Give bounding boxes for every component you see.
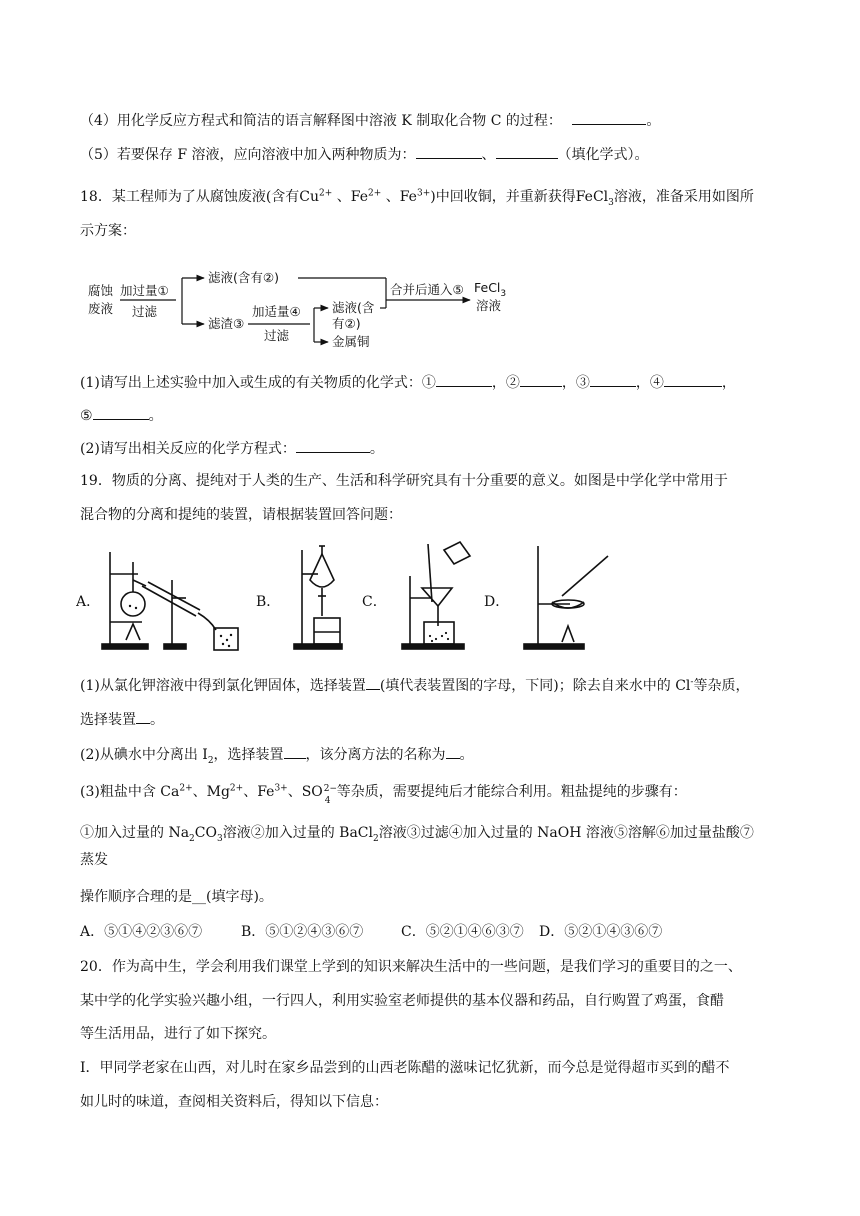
flow-product-fecl: FeCl <box>474 280 501 295</box>
ion-charge: 3+ <box>416 188 431 199</box>
q19-steps-text: ①加入过量的 Na <box>80 825 190 841</box>
q18-part1-text: ⑤ <box>80 408 93 424</box>
q19-part3-text: 等杂质，需要提纯后才能综合利用。粗盐提纯的步骤有： <box>336 784 687 800</box>
q19-steps-text: 溶液③过滤④加入过量的 NaOH 溶液⑤溶解⑥加过量盐酸⑦ <box>378 825 754 841</box>
q17-part5-sep: 、 <box>481 147 496 163</box>
subscript: 2 <box>189 833 195 844</box>
q18-part1-text: (1)请写出上述实验中加入或生成的有关物质的化学式：① <box>80 375 436 391</box>
formula-fecl3: FeCl <box>575 189 609 205</box>
answer-blank[interactable] <box>136 711 150 724</box>
q19-part3-text: 、Fe <box>243 784 275 800</box>
q19-order-text: 操作顺序合理的是__(填字母)。 <box>80 889 273 905</box>
q20-text: 如儿时的味道，查阅相关资料后，得知以下信息： <box>80 1094 388 1110</box>
q19-part1-end: 。 <box>150 712 164 728</box>
q19-steps-line2 <box>80 850 108 870</box>
answer-blank[interactable] <box>436 374 492 387</box>
answer-blank[interactable] <box>93 407 149 420</box>
apparatus-label-d: D． <box>484 594 510 610</box>
q19-part1-text: 等杂质， <box>693 678 750 694</box>
subscript: 2 <box>207 755 214 766</box>
q19-part3 <box>80 782 687 806</box>
q17-part4 <box>80 111 660 131</box>
flow-filtrate2-1: 滤液(含 <box>332 300 375 315</box>
answer-blank[interactable] <box>446 746 460 759</box>
q19-steps-text: 蒸发 <box>80 852 108 868</box>
q19-stem-text: 物质的分离、提纯对于人类的生产、生活和科学研究具有十分重要的意义。如图是中学化学中常用于 <box>111 473 728 489</box>
q18-part1-sep: ，④ <box>635 375 664 391</box>
q19-option-a[interactable] <box>80 922 202 942</box>
q20-line4 <box>80 1058 730 1078</box>
apparatus-label-a: A． <box>76 594 101 610</box>
flow-filtrate2-2: 有②) <box>332 316 361 331</box>
q20-number: 20． <box>80 959 112 975</box>
flow-merge-step: 合并后通入⑤ <box>390 282 464 297</box>
flow-waste-label-1: 腐蚀 <box>88 283 114 298</box>
q19-part1-line1 <box>80 676 749 696</box>
q17-part5-text: （5）若要保存 F 溶液，应向溶液中加入两种物质为： <box>80 147 416 163</box>
answer-blank[interactable] <box>416 146 482 159</box>
answer-blank[interactable] <box>572 112 646 125</box>
q19-order <box>80 887 273 907</box>
q19-part2-text: (2)从碘水中分离出 I <box>80 747 208 763</box>
q19-option-c[interactable] <box>401 922 524 942</box>
q18-part2-text: (2)请写出相关反应的化学方程式： <box>80 441 296 457</box>
superscript: 2+ <box>229 783 244 794</box>
q17-part4-end: 。 <box>646 113 661 129</box>
flow-step2-reagent: 加适量④ <box>252 304 301 319</box>
q20-line1 <box>80 957 742 977</box>
q19-number: 19． <box>80 473 112 489</box>
answer-blank[interactable] <box>284 746 306 759</box>
q18-part1-line2 <box>80 406 163 426</box>
flow-filtrate1: 滤液(含有②) <box>208 270 279 285</box>
q18-stem-text: 溶液，准备采用如图所 <box>613 189 754 205</box>
ion-fe3: Fe <box>399 189 417 205</box>
subscript: 3 <box>608 197 614 208</box>
q18-stem-text: 示方案： <box>80 223 136 239</box>
ion-cu: Cu <box>299 189 320 205</box>
q20-line3 <box>80 1024 276 1044</box>
option-label: C．⑤②①④⑥③⑦ <box>401 924 524 940</box>
q18-part1-sep: ， <box>721 375 736 391</box>
q18-part1-sep: ，② <box>491 375 520 391</box>
q20-line5 <box>80 1092 388 1112</box>
apparatus-b-separatory-funnel <box>256 540 356 660</box>
q19-steps-text: 溶液②加入过量的 BaCl <box>222 825 373 841</box>
q19-steps-text: CO <box>194 825 217 841</box>
q18-stem-text: )中回收铜，并重新获得 <box>430 189 576 205</box>
q19-part1-text: 选择装置 <box>80 712 136 728</box>
flow-copper: 金属铜 <box>332 334 370 349</box>
subscript: 4 <box>324 796 331 806</box>
q18-stem-text: 某工程师为了从腐蚀废液(含有 <box>111 189 300 205</box>
q20-line2 <box>80 991 724 1011</box>
flow-step2-filter: 过滤 <box>264 328 290 343</box>
q19-stem-line1 <box>80 471 728 491</box>
subscript: 2 <box>373 833 379 844</box>
q19-stem-line2 <box>80 505 402 525</box>
flow-residue: 滤渣③ <box>208 316 245 331</box>
ion-charge: 2+ <box>319 188 333 199</box>
answer-blank[interactable] <box>496 146 558 159</box>
q17-part5-end: （填化学式）。 <box>557 147 649 163</box>
q19-steps-line1 <box>80 823 754 843</box>
q18-part2-end: 。 <box>369 441 384 457</box>
q19-option-d[interactable] <box>539 922 662 942</box>
q18-stem-line2 <box>80 221 136 241</box>
separator: 、 <box>385 189 400 205</box>
q18-stem-line1 <box>80 187 754 207</box>
apparatus-a-distillation <box>76 540 252 660</box>
q17-part5 <box>80 145 649 165</box>
q18-part1-sep: ，③ <box>561 375 590 391</box>
flow-product-formula <box>474 280 506 299</box>
so4-charge-stack <box>323 784 338 806</box>
option-label: A．⑤①④②③⑥⑦ <box>80 924 203 940</box>
q19-part2-text: ，该分离方法的名称为 <box>305 747 446 763</box>
answer-blank[interactable] <box>366 677 380 690</box>
superscript: 3+ <box>274 783 288 794</box>
apparatus-label-b: B． <box>256 594 281 610</box>
flow-step1-filter: 过滤 <box>132 304 158 319</box>
flow-product-subscript: 3 <box>500 289 507 299</box>
option-label: D．⑤②①④③⑥⑦ <box>539 924 663 940</box>
q18-part1-end: 。 <box>148 408 163 424</box>
q18-part2 <box>80 439 384 459</box>
q19-part1-line2 <box>80 710 164 730</box>
q19-part2 <box>80 745 474 765</box>
ion-fe2: Fe <box>350 189 368 205</box>
apparatus-label-c: C． <box>362 594 387 610</box>
answer-blank[interactable] <box>296 440 370 453</box>
subscript: 3 <box>216 833 223 844</box>
q19-part3-text: (3)粗盐中含 Ca <box>80 784 180 800</box>
separator: 、 <box>336 189 351 205</box>
superscript: - <box>690 677 694 688</box>
flow-waste-label-2: 废液 <box>88 301 114 316</box>
q19-part1-text: (1)从氯化钾溶液中得到氯化钾固体，选择装置 <box>80 678 366 694</box>
q19-part2-text: ，选择装置 <box>213 747 284 763</box>
q19-option-b[interactable] <box>241 922 363 942</box>
copper-recovery-flowchart <box>86 270 516 354</box>
answer-blank[interactable] <box>520 374 562 387</box>
q20-text: 作为高中生，学会利用我们课堂上学到的知识来解决生活中的一些问题，是我们学习的重要目的之一、 <box>111 959 742 975</box>
option-label: B．⑤①②④③⑥⑦ <box>241 924 364 940</box>
q19-stem-text: 混合物的分离和提纯的装置，请根据装置回答问题： <box>80 507 402 523</box>
apparatus-c-filtration <box>362 540 482 660</box>
q20-text: 某中学的化学实验兴趣小组，一行四人，利用实验室老师提供的基本仪器和药品，自行购置了鸡蛋，食醋 <box>80 993 724 1009</box>
q20-text: I．甲同学老家在山西，对儿时在家乡品尝到的山西老陈醋的滋味记忆犹新，而今总是觉得超市买到的醋不 <box>80 1060 730 1076</box>
flow-step1-reagent: 加过量① <box>120 283 169 298</box>
apparatus-d-evaporation <box>484 540 614 660</box>
q19-part3-text: 、Mg <box>192 784 230 800</box>
q19-part2-end: 。 <box>459 747 474 763</box>
q20-text: 等生活用品，进行了如下探究。 <box>80 1026 276 1042</box>
q18-part1-line1 <box>80 373 736 393</box>
answer-blank[interactable] <box>664 374 722 387</box>
answer-blank[interactable] <box>590 374 636 387</box>
flow-product-solution: 溶液 <box>476 298 502 313</box>
superscript: 2+ <box>179 783 193 794</box>
superscript: 2− <box>323 784 338 794</box>
q19-part3-text: 、SO <box>287 784 323 800</box>
q18-number: 18． <box>80 189 112 205</box>
q19-part1-text: (填代表装置图的字母，下同)；除去自来水中的 Cl <box>379 678 691 694</box>
ion-charge: 2+ <box>368 188 382 199</box>
q17-part4-text: （4）用化学反应方程式和简洁的语言解释图中溶液 K 制取化合物 C 的过程： <box>80 113 562 129</box>
